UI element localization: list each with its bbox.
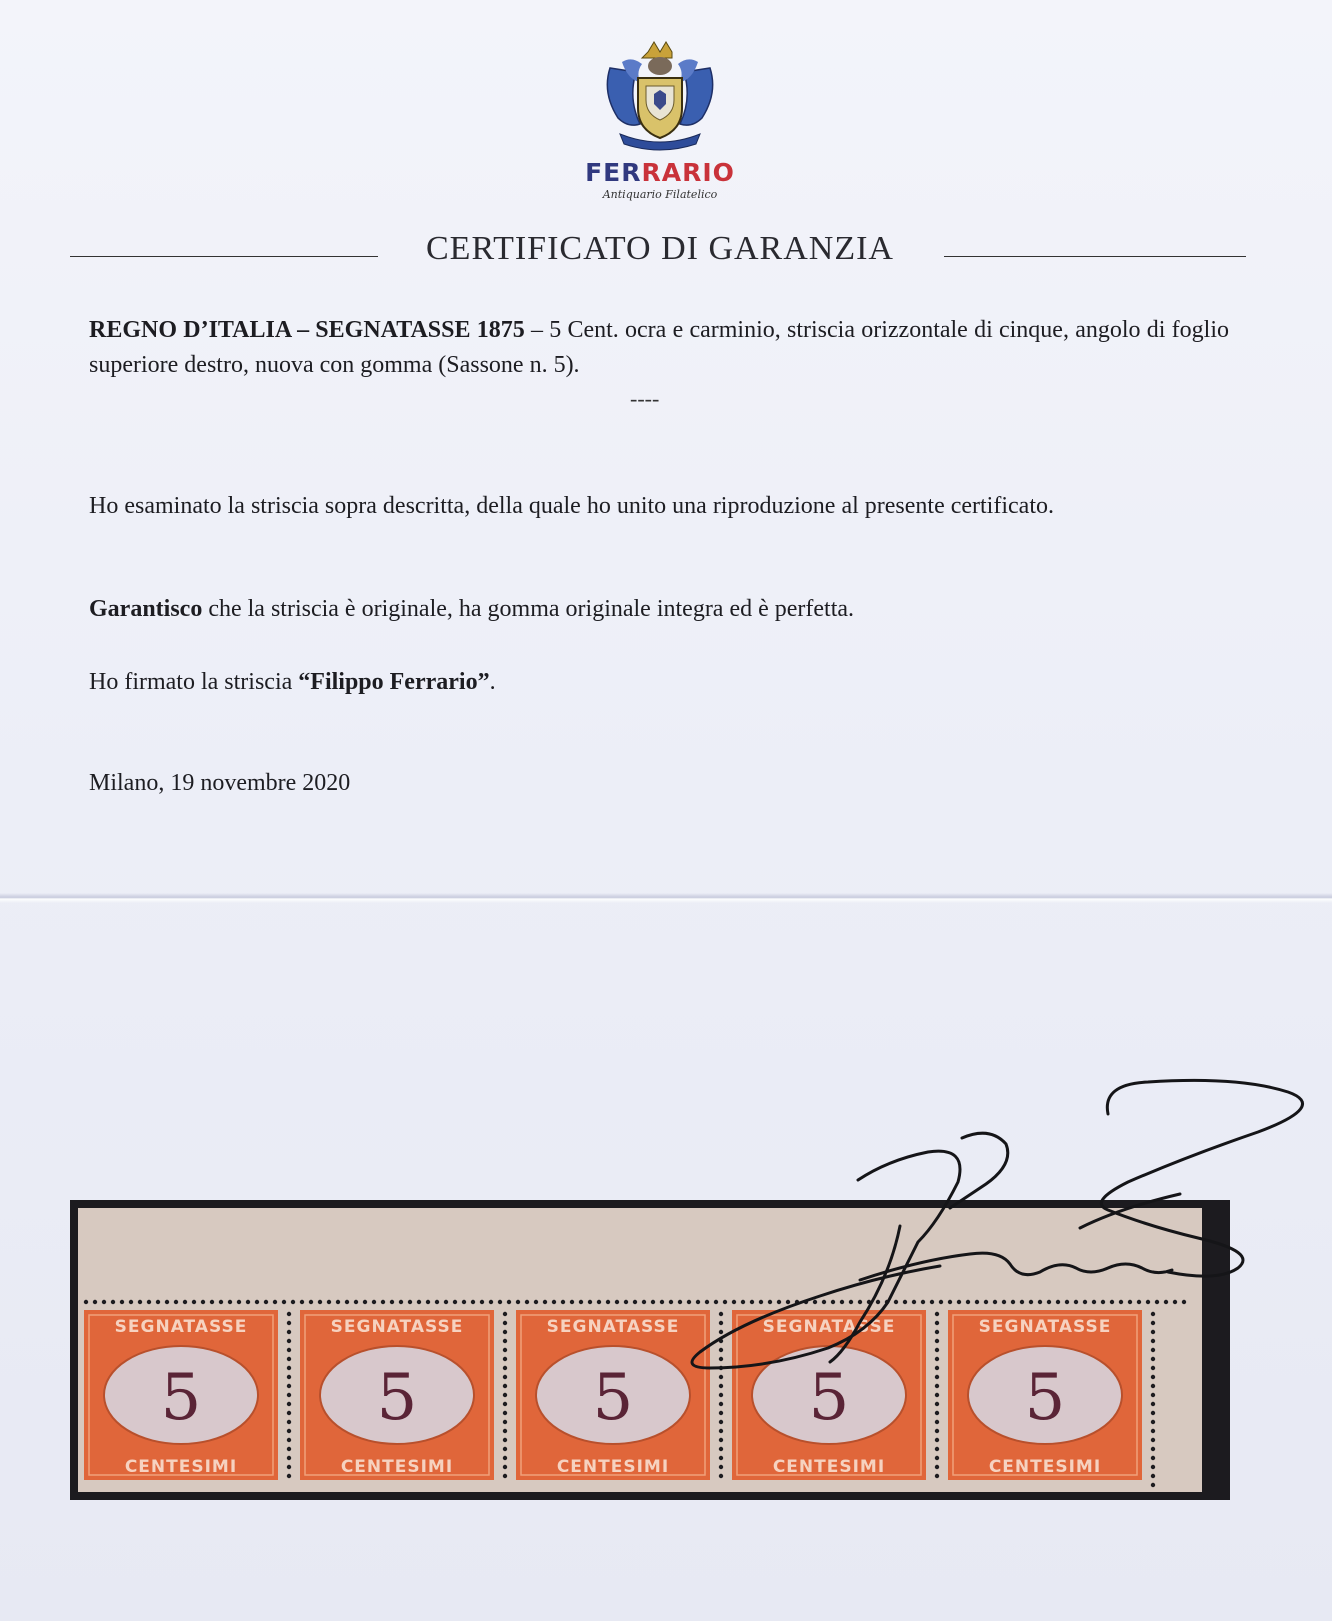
- perforation-hole: [1151, 1465, 1155, 1469]
- perforation-hole: [273, 1300, 277, 1304]
- perforation-hole: [287, 1339, 291, 1343]
- perforation-hole: [287, 1402, 291, 1406]
- perforation-hole: [719, 1420, 723, 1424]
- place-date: Milano, 19 novembre 2020: [89, 770, 351, 796]
- perforation-hole: [651, 1300, 655, 1304]
- paragraph-guarantee: [89, 592, 1229, 627]
- perforation-hole: [1083, 1300, 1087, 1304]
- perforation-hole: [345, 1300, 349, 1304]
- stamp-numeral: 5: [592, 1361, 634, 1435]
- perforation-hole: [503, 1429, 507, 1433]
- perforation-hole: [935, 1438, 939, 1442]
- perforation-hole: [921, 1300, 925, 1304]
- perforation-hole: [287, 1348, 291, 1352]
- perforation-hole: [381, 1300, 385, 1304]
- perforation-hole: [84, 1300, 88, 1304]
- perforation-hole: [503, 1312, 507, 1316]
- perforation-hole: [291, 1300, 295, 1304]
- perforation-hole: [287, 1330, 291, 1334]
- perforation-hole: [1182, 1300, 1186, 1304]
- perforation-hole: [935, 1357, 939, 1361]
- perforation-hole: [165, 1300, 169, 1304]
- perforation-hole: [1146, 1300, 1150, 1304]
- perforation-hole: [282, 1300, 286, 1304]
- perforation-hole: [687, 1300, 691, 1304]
- perforation-hole: [228, 1300, 232, 1304]
- perforation-hole: [399, 1300, 403, 1304]
- perforation-hole: [1151, 1366, 1155, 1370]
- paragraph-signed: [89, 665, 1229, 700]
- perforation-hole: [111, 1300, 115, 1304]
- perforation-hole: [138, 1300, 142, 1304]
- perforation-hole: [750, 1300, 754, 1304]
- perforation-hole: [503, 1366, 507, 1370]
- perforation-hole: [1011, 1300, 1015, 1304]
- perforation-hole: [372, 1300, 376, 1304]
- perforation-hole: [633, 1300, 637, 1304]
- perforation-hole: [660, 1300, 664, 1304]
- perforation-hole: [1002, 1300, 1006, 1304]
- perforation-hole: [935, 1339, 939, 1343]
- perforation-hole: [804, 1300, 808, 1304]
- perforation-hole: [948, 1300, 952, 1304]
- perforation-hole: [831, 1300, 835, 1304]
- perforation-hole: [719, 1312, 723, 1316]
- perforation-hole: [935, 1456, 939, 1460]
- perforation-hole: [930, 1300, 934, 1304]
- stamp-bottom-label: CENTESIMI: [772, 1457, 886, 1477]
- perforation-hole: [1020, 1300, 1024, 1304]
- perforation-hole: [287, 1474, 291, 1478]
- perforation-hole: [534, 1300, 538, 1304]
- perforation-hole: [1173, 1300, 1177, 1304]
- perforation-hole: [741, 1300, 745, 1304]
- perforation-hole: [309, 1300, 313, 1304]
- perforation-hole: [503, 1402, 507, 1406]
- perforation-hole: [210, 1300, 214, 1304]
- perforation-hole: [435, 1300, 439, 1304]
- guarantee-rest: che la striscia è originale, ha gomma originale integra ed è perfetta.: [202, 596, 855, 622]
- perforation-hole: [1151, 1330, 1155, 1334]
- paper-fold-line: [0, 893, 1332, 903]
- stamp-bottom-label: CENTESIMI: [988, 1457, 1102, 1477]
- perforation-hole: [1151, 1375, 1155, 1379]
- perforation-hole: [1151, 1321, 1155, 1325]
- perforation-hole: [719, 1474, 723, 1478]
- signed-pre: Ho firmato la striscia: [89, 669, 299, 695]
- perforation-hole: [503, 1321, 507, 1325]
- perforation-hole: [885, 1300, 889, 1304]
- perforation-hole: [1074, 1300, 1078, 1304]
- stamp-bottom-label: CENTESIMI: [556, 1457, 670, 1477]
- perforation-hole: [696, 1300, 700, 1304]
- perforation-hole: [615, 1300, 619, 1304]
- perforation-hole: [912, 1300, 916, 1304]
- perforation-hole: [287, 1447, 291, 1451]
- perforation-hole: [876, 1300, 880, 1304]
- perforation-hole: [993, 1300, 997, 1304]
- stamp-numeral: 5: [1024, 1361, 1066, 1435]
- perforation-hole: [453, 1300, 457, 1304]
- paragraph-examined: Ho esaminato la striscia sopra descritta, della quale ho unito una riproduzione al presente certificato.: [89, 493, 1054, 519]
- brand-tagline: Antiquario Filatelico: [602, 188, 718, 201]
- perforation-hole: [1110, 1300, 1114, 1304]
- perforation-hole: [935, 1321, 939, 1325]
- signed-name: “Filippo Ferrario”: [298, 669, 490, 695]
- stamp-bottom-label: CENTESIMI: [124, 1457, 238, 1477]
- perforation-hole: [444, 1300, 448, 1304]
- perforation-hole: [786, 1300, 790, 1304]
- perforation-hole: [719, 1366, 723, 1370]
- perforation-hole: [516, 1300, 520, 1304]
- perforation-hole: [174, 1300, 178, 1304]
- perforation-hole: [287, 1411, 291, 1415]
- perforation-hole: [503, 1447, 507, 1451]
- perforation-hole: [935, 1474, 939, 1478]
- perforation-hole: [1128, 1300, 1132, 1304]
- perforation-hole: [1151, 1456, 1155, 1460]
- perforation-hole: [408, 1300, 412, 1304]
- title-rule-left: [70, 256, 378, 257]
- perforation-hole: [822, 1300, 826, 1304]
- perforation-hole: [719, 1465, 723, 1469]
- perforation-hole: [777, 1300, 781, 1304]
- perforation-hole: [678, 1300, 682, 1304]
- brand-name: FERRARIO: [585, 158, 735, 187]
- perforation-hole: [719, 1393, 723, 1397]
- perforation-hole: [498, 1300, 502, 1304]
- perforation-hole: [336, 1300, 340, 1304]
- perforation-hole: [903, 1300, 907, 1304]
- perforation-hole: [1151, 1348, 1155, 1352]
- perforation-hole: [1155, 1300, 1159, 1304]
- perforation-hole: [1151, 1420, 1155, 1424]
- perforation-hole: [935, 1411, 939, 1415]
- perforation-hole: [318, 1300, 322, 1304]
- perforation-hole: [935, 1348, 939, 1352]
- perforation-hole: [1119, 1300, 1123, 1304]
- perforation-hole: [894, 1300, 898, 1304]
- perforation-hole: [768, 1300, 772, 1304]
- perforation-hole: [935, 1420, 939, 1424]
- guarantee-bold: Garantisco: [89, 596, 203, 622]
- perforation-hole: [939, 1300, 943, 1304]
- perforation-hole: [732, 1300, 736, 1304]
- perforation-hole: [840, 1300, 844, 1304]
- perforation-hole: [719, 1411, 723, 1415]
- perforation-hole: [503, 1357, 507, 1361]
- perforation-hole: [120, 1300, 124, 1304]
- perforation-hole: [1047, 1300, 1051, 1304]
- perforation-hole: [588, 1300, 592, 1304]
- perforation-hole: [1137, 1300, 1141, 1304]
- perforation-hole: [597, 1300, 601, 1304]
- coat-of-arms-icon: [600, 38, 720, 156]
- stamp-numeral: 5: [160, 1361, 202, 1435]
- perforation-hole: [935, 1465, 939, 1469]
- perforation-hole: [606, 1300, 610, 1304]
- perforation-hole: [624, 1300, 628, 1304]
- perforation-hole: [759, 1300, 763, 1304]
- perforation-hole: [714, 1300, 718, 1304]
- description-bold: REGNO D’ITALIA – SEGNATASSE 1875: [89, 317, 525, 343]
- perforation-hole: [935, 1402, 939, 1406]
- perforation-hole: [255, 1300, 259, 1304]
- perforation-hole: [561, 1300, 565, 1304]
- perforation-hole: [1101, 1300, 1105, 1304]
- perforation-hole: [1151, 1483, 1155, 1487]
- perforation-hole: [147, 1300, 151, 1304]
- perforation-hole: [552, 1300, 556, 1304]
- perforation-hole: [935, 1384, 939, 1388]
- perforation-hole: [1151, 1357, 1155, 1361]
- perforation-hole: [237, 1300, 241, 1304]
- perforation-hole: [354, 1300, 358, 1304]
- perforation-hole: [471, 1300, 475, 1304]
- perforation-hole: [1056, 1300, 1060, 1304]
- stamp-top-label: SEGNATASSE: [762, 1317, 896, 1337]
- perforation-hole: [935, 1366, 939, 1370]
- perforation-hole: [219, 1300, 223, 1304]
- perforation-hole: [503, 1348, 507, 1352]
- perforation-hole: [1151, 1447, 1155, 1451]
- perforation-hole: [525, 1300, 529, 1304]
- perforation-hole: [1151, 1384, 1155, 1388]
- perforation-hole: [719, 1456, 723, 1460]
- perforation-hole: [719, 1402, 723, 1406]
- perforation-hole: [1151, 1474, 1155, 1478]
- perforation-hole: [935, 1393, 939, 1397]
- perforation-hole: [1151, 1438, 1155, 1442]
- perforation-hole: [935, 1312, 939, 1316]
- perforation-hole: [426, 1300, 430, 1304]
- perforation-hole: [503, 1375, 507, 1379]
- perforation-hole: [507, 1300, 511, 1304]
- perforation-hole: [570, 1300, 574, 1304]
- perforation-hole: [503, 1339, 507, 1343]
- perforation-hole: [201, 1300, 205, 1304]
- perforation-hole: [287, 1456, 291, 1460]
- title-rule-right: [944, 256, 1246, 257]
- perforation-hole: [935, 1447, 939, 1451]
- perforation-hole: [719, 1447, 723, 1451]
- perforation-hole: [935, 1429, 939, 1433]
- stamp-bottom-label: CENTESIMI: [340, 1457, 454, 1477]
- perforation-hole: [246, 1300, 250, 1304]
- perforation-hole: [503, 1393, 507, 1397]
- perforation-hole: [287, 1357, 291, 1361]
- stamp-top-label: SEGNATASSE: [978, 1317, 1112, 1337]
- perforation-hole: [719, 1330, 723, 1334]
- perforation-hole: [719, 1357, 723, 1361]
- stamp-top-label: SEGNATASSE: [546, 1317, 680, 1337]
- perforation-hole: [1038, 1300, 1042, 1304]
- perforation-hole: [935, 1375, 939, 1379]
- stamp-description: [89, 313, 1229, 383]
- stamp-numeral: 5: [808, 1361, 850, 1435]
- perforation-hole: [503, 1474, 507, 1478]
- perforation-hole: [287, 1429, 291, 1433]
- perforation-hole: [957, 1300, 961, 1304]
- perforation-hole: [719, 1429, 723, 1433]
- perforation-hole: [705, 1300, 709, 1304]
- perforation-hole: [489, 1300, 493, 1304]
- perforation-hole: [1065, 1300, 1069, 1304]
- perforation-hole: [156, 1300, 160, 1304]
- perforation-hole: [719, 1375, 723, 1379]
- perforation-hole: [1151, 1312, 1155, 1316]
- perforation-hole: [462, 1300, 466, 1304]
- signed-post: .: [489, 669, 496, 695]
- perforation-hole: [849, 1300, 853, 1304]
- perforation-hole: [287, 1366, 291, 1370]
- perforation-hole: [327, 1300, 331, 1304]
- perforation-hole: [480, 1300, 484, 1304]
- perforation-hole: [795, 1300, 799, 1304]
- perforation-hole: [719, 1438, 723, 1442]
- perforation-hole: [858, 1300, 862, 1304]
- stamp-top-label: SEGNATASSE: [330, 1317, 464, 1337]
- perforation-hole: [363, 1300, 367, 1304]
- perforation-hole: [719, 1384, 723, 1388]
- perforation-hole: [503, 1411, 507, 1415]
- description-rest: – 5 Cent. ocra e carminio, striscia orizzontale di cinque, angolo di foglio superiore destro, nuova con gomma (Sassone n. 5).: [89, 317, 1229, 378]
- perforation-hole: [1151, 1411, 1155, 1415]
- perforation-hole: [287, 1465, 291, 1469]
- perforation-hole: [1151, 1402, 1155, 1406]
- perforation-hole: [719, 1321, 723, 1325]
- perforation-hole: [935, 1330, 939, 1334]
- perforation-hole: [503, 1384, 507, 1388]
- perforation-hole: [579, 1300, 583, 1304]
- perforation-hole: [1151, 1393, 1155, 1397]
- perforation-hole: [984, 1300, 988, 1304]
- stamp-top-label: SEGNATASSE: [114, 1317, 248, 1337]
- perforation-hole: [503, 1465, 507, 1469]
- perforation-hole: [192, 1300, 196, 1304]
- perforation-hole: [642, 1300, 646, 1304]
- perforation-hole: [390, 1300, 394, 1304]
- perforation-hole: [669, 1300, 673, 1304]
- certificate-title: CERTIFICATO DI GARANZIA: [426, 230, 894, 267]
- perforation-hole: [723, 1300, 727, 1304]
- stamp-numeral: 5: [376, 1361, 418, 1435]
- perforation-hole: [264, 1300, 268, 1304]
- description-separator: ----: [630, 386, 660, 411]
- perforation-hole: [1164, 1300, 1168, 1304]
- perforation-hole: [503, 1330, 507, 1334]
- perforation-hole: [287, 1393, 291, 1397]
- perforation-hole: [287, 1438, 291, 1442]
- perforation-hole: [966, 1300, 970, 1304]
- perforation-hole: [1029, 1300, 1033, 1304]
- stamp-strip-photo: [70, 1200, 1230, 1500]
- perforation-hole: [719, 1339, 723, 1343]
- perforation-hole: [93, 1300, 97, 1304]
- perforation-hole: [417, 1300, 421, 1304]
- perforation-hole: [503, 1420, 507, 1424]
- perforation-hole: [287, 1312, 291, 1316]
- perforation-hole: [102, 1300, 106, 1304]
- perforation-hole: [287, 1375, 291, 1379]
- perforation-hole: [975, 1300, 979, 1304]
- perforation-hole: [129, 1300, 133, 1304]
- perforation-hole: [543, 1300, 547, 1304]
- perforation-hole: [1092, 1300, 1096, 1304]
- stamp-strip: [70, 1200, 1230, 1500]
- perforation-hole: [300, 1300, 304, 1304]
- perforation-hole: [1151, 1429, 1155, 1433]
- perforation-hole: [503, 1456, 507, 1460]
- perforation-hole: [287, 1321, 291, 1325]
- perforation-hole: [183, 1300, 187, 1304]
- perforation-hole: [719, 1348, 723, 1352]
- perforation-hole: [1151, 1339, 1155, 1343]
- perforation-hole: [287, 1384, 291, 1388]
- perforation-hole: [867, 1300, 871, 1304]
- perforation-hole: [813, 1300, 817, 1304]
- perforation-hole: [503, 1438, 507, 1442]
- perforation-hole: [287, 1420, 291, 1424]
